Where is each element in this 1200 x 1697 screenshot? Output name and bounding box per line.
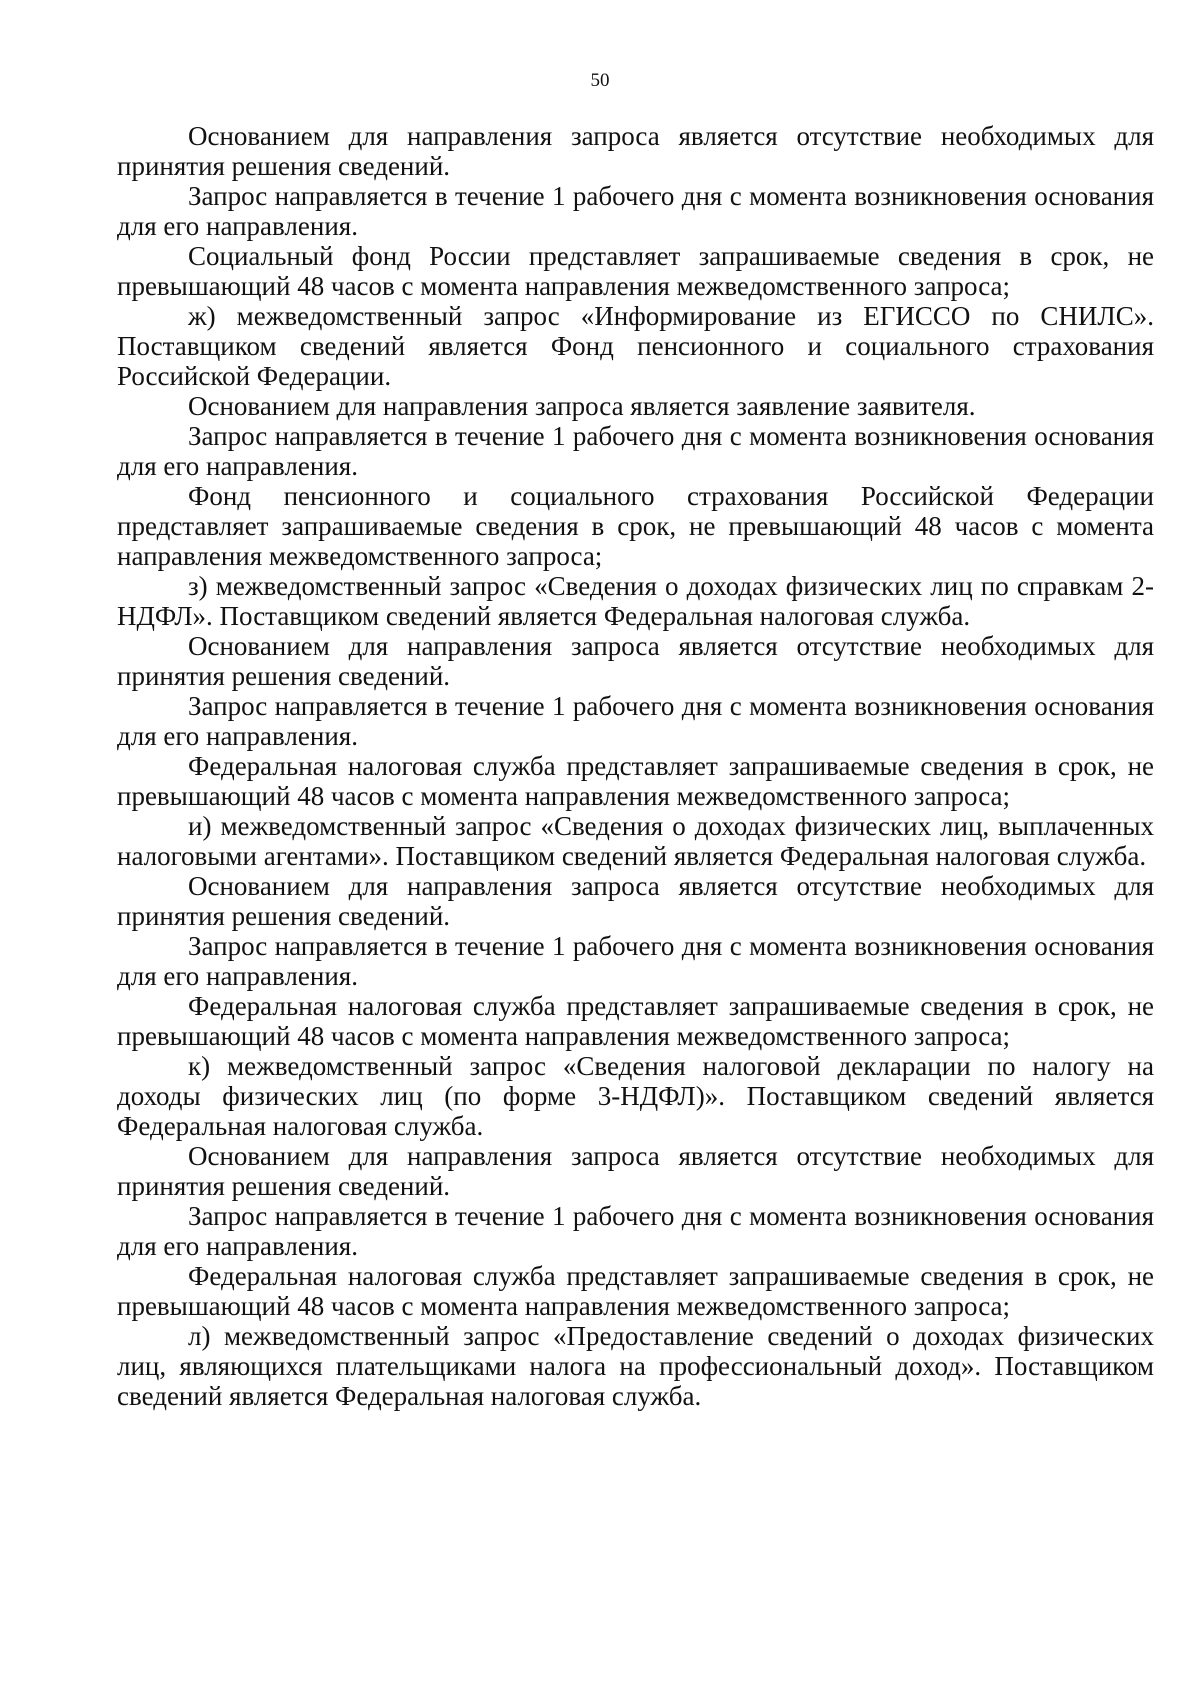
paragraph: Основанием для направления запроса является отсутствие необходимых для принятия решения сведений. [117, 121, 1154, 181]
paragraph: Основанием для направления запроса является отсутствие необходимых для принятия решения сведений. [117, 871, 1154, 931]
paragraph: Запрос направляется в течение 1 рабочего дня с момента возникновения основания для его направления. [117, 181, 1154, 241]
paragraph: Основанием для направления запроса является отсутствие необходимых для принятия решения сведений. [117, 631, 1154, 691]
paragraph: Запрос направляется в течение 1 рабочего дня с момента возникновения основания для его направления. [117, 931, 1154, 991]
document-body [117, 121, 1154, 1411]
paragraph: Запрос направляется в течение 1 рабочего дня с момента возникновения основания для его направления. [117, 421, 1154, 481]
paragraph: Фонд пенсионного и социального страхования Российской Федерации представляет запрашиваемые сведения в срок, не превышающий 48 часов с момента направления межведомственного запроса; [117, 481, 1154, 571]
paragraph: л) межведомственный запрос «Предоставление сведений о доходах физических лиц, являющихся плательщиками налога на профессиональный доход». Поставщиком сведений является Федеральная налоговая служба. [117, 1321, 1154, 1411]
paragraph: к) межведомственный запрос «Сведения налоговой декларации по налогу на доходы физических лиц (по форме 3-НДФЛ)». Поставщиком сведений является Федеральная налоговая служба. [117, 1051, 1154, 1141]
page-number: 50 [590, 70, 610, 91]
paragraph: и) межведомственный запрос «Сведения о доходах физических лиц, выплаченных налоговыми агентами». Поставщиком сведений является Федеральная налоговая служба. [117, 811, 1154, 871]
paragraph: Запрос направляется в течение 1 рабочего дня с момента возникновения основания для его направления. [117, 1201, 1154, 1261]
paragraph: Основанием для направления запроса является отсутствие необходимых для принятия решения сведений. [117, 1141, 1154, 1201]
paragraph: Федеральная налоговая служба представляет запрашиваемые сведения в срок, не превышающий 48 часов с момента направления межведомственного запроса; [117, 751, 1154, 811]
paragraph: з) межведомственный запрос «Сведения о доходах физических лиц по справкам 2-НДФЛ». Поставщиком сведений является Федеральная налоговая служба. [117, 571, 1154, 631]
paragraph: Запрос направляется в течение 1 рабочего дня с момента возникновения основания для его направления. [117, 691, 1154, 751]
paragraph: Социальный фонд России представляет запрашиваемые сведения в срок, не превышающий 48 часов с момента направления межведомственного запроса; [117, 241, 1154, 301]
paragraph: Федеральная налоговая служба представляет запрашиваемые сведения в срок, не превышающий 48 часов с момента направления межведомственного запроса; [117, 991, 1154, 1051]
paragraph: Основанием для направления запроса является заявление заявителя. [188, 391, 976, 421]
paragraph: Федеральная налоговая служба представляет запрашиваемые сведения в срок, не превышающий 48 часов с момента направления межведомственного запроса; [117, 1261, 1154, 1321]
paragraph: ж) межведомственный запрос «Информирование из ЕГИССО по СНИЛС». Поставщиком сведений является Фонд пенсионного и социального страхования Российской Федерации. [117, 301, 1154, 391]
